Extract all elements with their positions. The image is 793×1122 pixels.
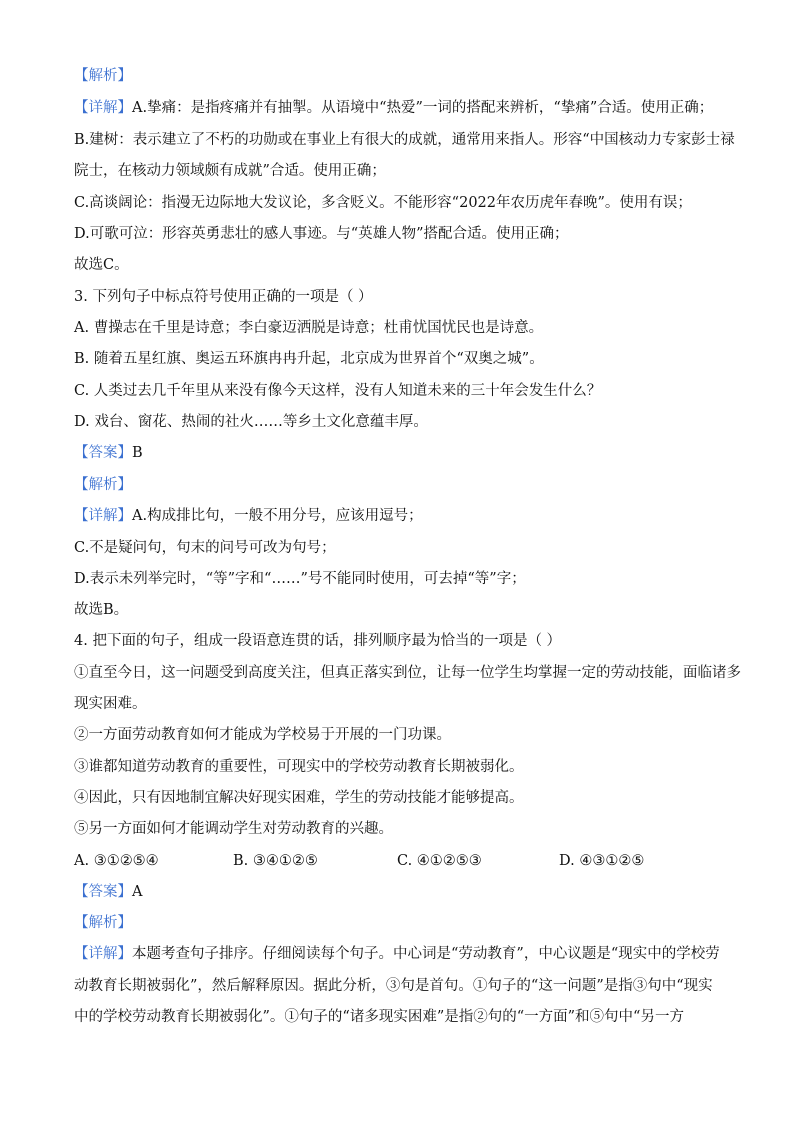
text-line: D.表示未列举完时，“等”字和“……”号不能同时使用，可去掉“等”字； [74,571,526,587]
question-4-option-d: D. ④③①②⑤ [559,853,645,869]
question-4-option-a: A. ③①②⑤④ [74,853,159,869]
question-3-option-a: A. 曹操志在千里是诗意；李白豪迈洒脱是诗意；杜甫忧国忧民也是诗意。 [74,320,544,336]
detail-tag: 【详解】 [74,508,132,524]
question-4-sentence-2: ②一方面劳动教育如何才能成为学校易于开展的一门功课。 [74,727,451,743]
question-4-sentence-1: ①直至今日，这一问题受到高度关注，但真正落实到位，让每一位学生均掌握一定的劳动技能，面临诸多 [74,665,741,681]
text-line: 故选B。 [74,602,129,618]
question-4-sentence-3: ③谁都知道劳动教育的重要性，可现实中的学校劳动教育长期被弱化。 [74,759,524,775]
answer-line [74,443,724,463]
text-line: 故选C。 [74,257,129,273]
question-4-stem: 4. 把下面的句子，组成一段语意连贯的话，排列顺序最为恰当的一项是（ ） [74,633,562,649]
analysis-heading: 【解析】 [74,477,132,493]
text-line: C.不是疑问句，句末的问号可改为句号； [74,540,336,556]
question-3-stem: 3. 下列句子中标点符号使用正确的一项是（ ） [74,289,373,305]
text-line: A.挚痛：是指疼痛并有抽掣。从语境中“热爱”一词的搭配来辨析，“挚痛”合适。使用正确； [132,100,714,116]
explanation-paragraph [74,98,724,118]
question-4-sentence-5: ⑤另一方面如何才能调动学生对劳动教育的兴趣。 [74,821,393,837]
question-3-option-c: C. 人类过去几千年里从来没有像今天这样，没有人知道未来的三十年会发生什么？ [74,383,602,399]
analysis-heading: 【解析】 [74,68,132,84]
question-4-sentence-4: ④因此，只有因地制宜解决好现实困难，学生的劳动技能才能够提高。 [74,790,524,806]
text-line: 现实困难。 [74,696,147,712]
text-line: D.可歌可泣：形容英勇悲壮的感人事迹。与“英雄人物”搭配合适。使用正确； [74,226,569,242]
answer-tag: 【答案】 [74,445,132,461]
answer-value: A [132,884,143,900]
text-line: 院士，在核动力领域颇有成就”合适。使用正确； [74,163,386,179]
answer-value: B [132,445,143,461]
text-line: C.高谈阔论：指漫无边际地大发议论，多含贬义。不能形容“2022年农历虎年春晚”。使用有误； [74,195,692,211]
answer-line [74,882,724,902]
text-line: A.构成排比句，一般不用分号，应该用逗号； [132,508,423,524]
detail-tag: 【详解】 [74,946,132,962]
explanation-paragraph [74,506,724,526]
analysis-heading: 【解析】 [74,915,132,931]
question-3-option-d: D. 戏台、窗花、热闹的社火……等乡土文化意蕴丰厚。 [74,414,428,430]
question-4-option-c: C. ④①②⑤③ [397,853,482,869]
text-line: B.建树：表示建立了不朽的功勋或在事业上有很大的成就，通常用来指人。形容“中国核动力专家彭士禄 [74,132,735,148]
text-line: 本题考查句子排序。仔细阅读每个句子。中心词是“劳动教育”，中心议题是“现实中的学校劳 [132,946,720,962]
question-4-option-b: B. ③④①②⑤ [233,853,318,869]
question-3-option-b: B. 随着五星红旗、奥运五环旗冉冉升起，北京成为世界首个“双奥之城”。 [74,351,544,367]
text-line: 中的学校劳动教育长期被弱化”。①句子的“诸多现实困难”是指②句的“一方面”和⑤句中“另一方 [74,1009,684,1025]
explanation-paragraph [74,944,724,964]
text-line: 动教育长期被弱化”，然后解释原因。据此分析，③句是首句。①句子的“这一问题”是指③句中“现实 [74,978,713,994]
answer-tag: 【答案】 [74,884,132,900]
detail-tag: 【详解】 [74,100,132,116]
